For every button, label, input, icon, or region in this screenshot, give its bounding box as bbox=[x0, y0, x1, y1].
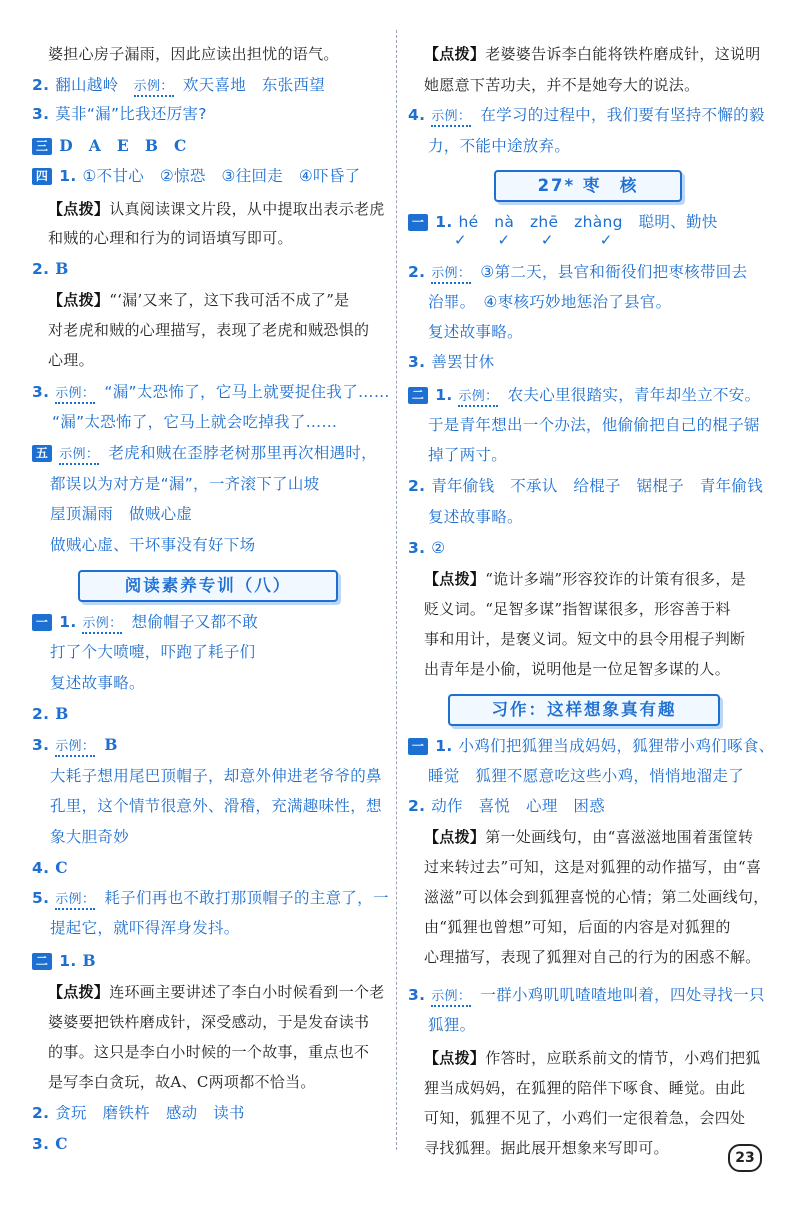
hint-text: “诡计多端”形容狡诈的计策有很多，是 bbox=[485, 570, 746, 588]
answer-text: 大耗子想用尾巴顶帽子，却意外伸进老爷爷的鼻 bbox=[50, 767, 382, 785]
hint-tag: 【点拨】 bbox=[424, 828, 486, 846]
section-badge: 五 bbox=[32, 445, 52, 462]
hint-line: 她愿意下苦功夫，并不是她夸大的说法。 bbox=[424, 76, 700, 94]
answer-line bbox=[32, 75, 325, 97]
answer-text: 掉了两寸。 bbox=[428, 446, 508, 464]
hint-line bbox=[424, 827, 753, 847]
hint-line: 的事。这只是李白小时候的一个故事，重点也不 bbox=[48, 1043, 370, 1061]
answer-line bbox=[408, 985, 765, 1007]
question-number: 1. bbox=[59, 952, 77, 970]
hint-line: 可知，狐狸不见了，小鸡们一定很着急，会四处 bbox=[424, 1109, 746, 1127]
answer-text: 莫非“漏”比我还厉害? bbox=[55, 105, 207, 123]
answer-text: “漏”太恐怖了，它马上就要捉住我了…… bbox=[104, 383, 390, 401]
answer-text: B bbox=[55, 704, 69, 723]
answer-line bbox=[408, 538, 445, 558]
answer-text: B bbox=[82, 951, 96, 970]
answer-text: D A E B C bbox=[59, 136, 187, 155]
answer-text: 一群小鸡叽叽喳喳地叫着，四处寻找一只 bbox=[480, 986, 765, 1004]
question-number: 2. bbox=[408, 797, 426, 815]
answer-text: ③第二天，县官和衙役们把枣核带回去 bbox=[480, 263, 748, 281]
question-number: 2. bbox=[32, 76, 50, 94]
example-tag: 示例： bbox=[82, 616, 122, 634]
answer-text: hé nà zhē zhàng 聪明、勤快 bbox=[458, 213, 718, 231]
answer-line bbox=[32, 704, 69, 724]
answer-text: 打了个大喷嚏，吓跑了耗子们 bbox=[50, 643, 256, 661]
question-number: 5. bbox=[32, 889, 50, 907]
section-banner: 阅读素养专训（八） bbox=[78, 570, 338, 602]
answer-text: 想偷帽子又都不敢 bbox=[131, 613, 259, 631]
answer-text: 狐狸。 bbox=[428, 1016, 476, 1034]
answer-text: 翻山越岭 bbox=[55, 76, 119, 94]
hint-line bbox=[48, 982, 385, 1002]
section-badge: 四 bbox=[32, 168, 52, 185]
answer-text: 老虎和贼在歪脖老树那里再次相遇时， bbox=[108, 444, 377, 462]
hint-text: 连环画主要讲述了李白小时候看到一个老 bbox=[109, 983, 385, 1001]
question-number: 2. bbox=[32, 705, 50, 723]
hint-tag: 【点拨】 bbox=[424, 45, 486, 63]
lesson-banner: 习作：这样想象真有趣 bbox=[448, 694, 720, 726]
question-number: 3. bbox=[408, 353, 426, 371]
hint-tag: 【点拨】 bbox=[48, 983, 110, 1001]
answer-line bbox=[408, 212, 718, 232]
question-number: 2. bbox=[32, 260, 50, 278]
lesson-banner: 27* 枣 核 bbox=[494, 170, 682, 202]
hint-line: 出青年是小偷，说明他是一位足智多谋的人。 bbox=[424, 660, 731, 678]
example-tag: 示例： bbox=[134, 79, 174, 97]
column-divider bbox=[396, 30, 397, 1150]
answer-line bbox=[408, 262, 747, 284]
answer-text: ①不甘心 ②惊恐 ③往回走 ④吓昏了 bbox=[82, 167, 361, 185]
hint-line: 贬义词。“足智多谋”指智谋很多，形容善于料 bbox=[424, 600, 731, 618]
section-badge: 二 bbox=[32, 953, 52, 970]
answer-text: ② bbox=[431, 539, 446, 557]
example-tag: 示例： bbox=[431, 266, 471, 284]
answer-text: 小鸡们把狐狸当成妈妈，狐狸带小鸡们啄食、 bbox=[458, 737, 775, 755]
hint-line: 事和用计，是褒义词。短文中的县令用棍子判断 bbox=[424, 630, 746, 648]
answer-text: 善罢甘休 bbox=[431, 353, 495, 371]
answer-line bbox=[32, 104, 207, 124]
answer-text: 睡觉 狐狸不愿意吃这些小鸡，悄悄地溜走了 bbox=[428, 767, 745, 785]
answer-text: 耗子们再也不敢打那顶帽子的主意了，一 bbox=[104, 889, 389, 907]
question-number: 3. bbox=[32, 105, 50, 123]
answer-text: 力，不能中途放弃。 bbox=[428, 137, 571, 155]
question-number: 1. bbox=[59, 167, 77, 185]
hint-line: 狸当成妈妈，在狐狸的陪伴下啄食、睡觉。由此 bbox=[424, 1079, 746, 1097]
hint-line bbox=[48, 290, 349, 310]
answer-text: 孔里，这个情节很意外、滑稽，充满趣味性，想 bbox=[50, 797, 382, 815]
question-number: 4. bbox=[32, 859, 50, 877]
example-tag: 示例： bbox=[55, 892, 95, 910]
section-badge: 一 bbox=[32, 614, 52, 631]
hint-text: 老婆婆告诉李白能将铁杵磨成针，这说明 bbox=[485, 45, 761, 63]
answer-text: 于是青年想出一个办法，他偷偷把自己的棍子锯 bbox=[428, 416, 760, 434]
hint-line: 心理。 bbox=[48, 351, 94, 369]
answer-line bbox=[32, 612, 258, 634]
answer-line bbox=[408, 476, 763, 496]
answer-text: 屋顶漏雨 做贼心虚 bbox=[50, 505, 193, 523]
answer-line bbox=[32, 1103, 245, 1123]
answer-line bbox=[408, 105, 765, 127]
answer-text: B bbox=[55, 259, 69, 278]
example-tag: 示例： bbox=[431, 109, 471, 127]
hint-text: 第一处画线句，由“喜滋滋地围着蛋筐转 bbox=[485, 828, 754, 846]
answer-text: 农夫心里很踏实，青年却坐立不安。 bbox=[507, 386, 761, 404]
answer-text: C bbox=[55, 1134, 68, 1153]
hint-line: 心理描写，表现了狐狸对自己的行为的困惑不解。 bbox=[424, 948, 761, 966]
hint-line: 滋滋”可以体会到狐狸喜悦的心情；第二处画线句， bbox=[424, 888, 769, 906]
question-number: 1. bbox=[59, 613, 77, 631]
example-tag: 示例： bbox=[55, 386, 95, 404]
example-tag: 示例： bbox=[55, 739, 95, 757]
answer-text: 复述故事略。 bbox=[50, 674, 145, 692]
answer-line bbox=[32, 1134, 68, 1154]
hint-tag: 【点拨】 bbox=[424, 1049, 486, 1067]
question-number: 3. bbox=[32, 383, 50, 401]
hint-tag: 【点拨】 bbox=[48, 200, 110, 218]
question-number: 3. bbox=[408, 986, 426, 1004]
check-marks: ✓ ✓ ✓ ✓ bbox=[454, 231, 613, 249]
page-number: 23 bbox=[728, 1144, 762, 1172]
question-number: 1. bbox=[435, 386, 453, 404]
answer-text: 做贼心虚、干坏事没有好下场 bbox=[50, 536, 256, 554]
answer-line bbox=[408, 352, 494, 372]
section-badge: 一 bbox=[408, 738, 428, 755]
hint-line: 过来转过去”可知，这是对狐狸的动作描写，由“喜 bbox=[424, 858, 762, 876]
answer-text: 复述故事略。 bbox=[428, 508, 523, 526]
answer-text: 治罪。 ④枣核巧妙地惩治了县官。 bbox=[428, 293, 672, 311]
hint-line bbox=[424, 1048, 761, 1068]
answer-text: 复述故事略。 bbox=[428, 323, 523, 341]
answer-text: 象大胆奇妙 bbox=[50, 828, 130, 846]
example-tag: 示例： bbox=[458, 389, 498, 407]
hint-line bbox=[424, 44, 761, 64]
answer-text: 青年偷钱 不承认 给棍子 锯棍子 青年偷钱 bbox=[431, 477, 764, 495]
hint-line: 由“狐狸也曾想”可知，后面的内容是对狐狸的 bbox=[424, 918, 731, 936]
answer-text: C bbox=[55, 858, 68, 877]
question-number: 1. bbox=[435, 737, 453, 755]
answer-line bbox=[32, 951, 96, 971]
question-number: 1. bbox=[435, 213, 453, 231]
hint-tag: 【点拨】 bbox=[48, 291, 110, 309]
question-number: 2. bbox=[32, 1104, 50, 1122]
answer-line bbox=[32, 382, 390, 404]
answer-text: 欢天喜地 东张西望 bbox=[182, 76, 326, 94]
hint-line bbox=[424, 569, 746, 589]
answer-line bbox=[32, 735, 118, 757]
example-tag: 示例： bbox=[59, 447, 99, 465]
answer-line bbox=[32, 166, 360, 186]
hint-text: 作答时，应联系前文的情节，小鸡们把狐 bbox=[485, 1049, 761, 1067]
answer-text: “漏”太恐怖了，它马上就会吃掉我了…… bbox=[52, 413, 338, 431]
question-number: 4. bbox=[408, 106, 426, 124]
answer-text: 贪玩 磨铁杵 感动 读书 bbox=[55, 1104, 245, 1122]
section-badge: 一 bbox=[408, 214, 428, 231]
question-number: 2. bbox=[408, 477, 426, 495]
answer-line bbox=[408, 736, 774, 756]
hint-line: 寻找狐狸。据此展开想象来写即可。 bbox=[424, 1139, 669, 1157]
answer-line bbox=[32, 858, 68, 878]
answer-text: 动作 喜悦 心理 困惑 bbox=[431, 797, 606, 815]
question-number: 3. bbox=[32, 1135, 50, 1153]
text-line: 婆担心房子漏雨，因此应读出担忧的语气。 bbox=[48, 45, 339, 63]
answer-line bbox=[32, 443, 377, 465]
section-badge: 二 bbox=[408, 387, 428, 404]
hint-tag: 【点拨】 bbox=[424, 570, 486, 588]
hint-line: 对老虎和贼的心理描写，表现了老虎和贼恐惧的 bbox=[48, 321, 370, 339]
answer-text: 都误以为对方是“漏”，一齐滚下了山坡 bbox=[50, 475, 320, 493]
answer-line bbox=[32, 259, 69, 279]
answer-line bbox=[408, 796, 605, 816]
answer-line bbox=[408, 385, 760, 407]
hint-line bbox=[48, 199, 385, 219]
answer-line bbox=[32, 136, 187, 156]
answer-line bbox=[32, 888, 389, 910]
answer-text: B bbox=[104, 735, 118, 754]
hint-line: 和贼的心理和行为的词语填写即可。 bbox=[48, 229, 293, 247]
answer-text: 在学习的过程中，我们要有坚持不懈的毅 bbox=[480, 106, 765, 124]
section-badge: 三 bbox=[32, 138, 52, 155]
hint-text: 认真阅读课文片段，从中提取出表示老虎 bbox=[109, 200, 385, 218]
question-number: 2. bbox=[408, 263, 426, 281]
hint-line: 婆婆要把铁杵磨成针，深受感动，于是发奋读书 bbox=[48, 1013, 370, 1031]
hint-text: “‘漏’又来了，这下我可活不成了”是 bbox=[109, 291, 350, 309]
answer-text: 提起它，就吓得浑身发抖。 bbox=[50, 919, 240, 937]
hint-line: 是写李白贪玩，故A、C两项都不恰当。 bbox=[48, 1073, 316, 1091]
example-tag: 示例： bbox=[431, 989, 471, 1007]
question-number: 3. bbox=[32, 736, 50, 754]
question-number: 3. bbox=[408, 539, 426, 557]
